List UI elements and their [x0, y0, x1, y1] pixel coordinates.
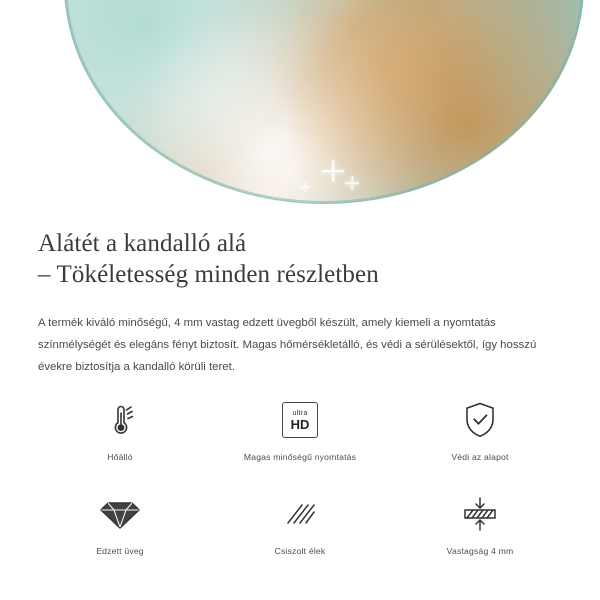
- page-title: [38, 228, 562, 290]
- feature-label: Vastagság 4 mm: [446, 546, 514, 556]
- feature-label: Edzett üveg: [96, 546, 144, 556]
- feature-label: Magas minőségű nyomtatás: [243, 452, 357, 462]
- headline-line-2: – Tökéletesség minden részletben: [38, 261, 379, 288]
- feature-row-1: [30, 398, 570, 462]
- feature-label: Hőálló: [107, 452, 133, 462]
- thickness-icon: [458, 492, 502, 536]
- feature-icon-grid: [30, 398, 570, 556]
- feature-high-quality-print: [210, 398, 390, 462]
- content-block: [38, 228, 562, 378]
- shield-check-icon: [460, 398, 500, 442]
- feature-label: Csiszolt élek: [274, 546, 326, 556]
- feature-label: Védi az alapot: [451, 452, 509, 462]
- hero-product-image: [0, 0, 600, 228]
- thermometer-icon: [100, 398, 140, 442]
- polished-edge-icon: [280, 492, 320, 536]
- feature-polished-edges: [210, 492, 390, 556]
- feature-thickness: [390, 492, 570, 556]
- diamond-icon: [99, 492, 141, 536]
- headline-line-1: Alátét a kandalló alá: [38, 230, 247, 257]
- ultra-hd-badge-bottom: HD: [290, 416, 310, 432]
- feature-tempered-glass: [30, 492, 210, 556]
- feature-protects-surface: [390, 398, 570, 462]
- round-glass-mat-graphic: [64, 0, 584, 204]
- row-spacer: [30, 462, 570, 492]
- feature-heat-resistant: [30, 398, 210, 462]
- feature-row-2: [30, 492, 570, 556]
- ultra-hd-icon: [282, 398, 318, 442]
- ultra-hd-badge-top: ultra: [292, 409, 308, 417]
- body-paragraph: A termék kiváló minőségű, 4 mm vastag edzett üvegből készült, amely kiemeli a nyomtatás színmélységét és elegáns fényt biztosít. Magas hőmérsékletálló, és védi a sérülésektől, így hosszú évekre biztosítja a kandalló körüli teret.: [38, 317, 537, 373]
